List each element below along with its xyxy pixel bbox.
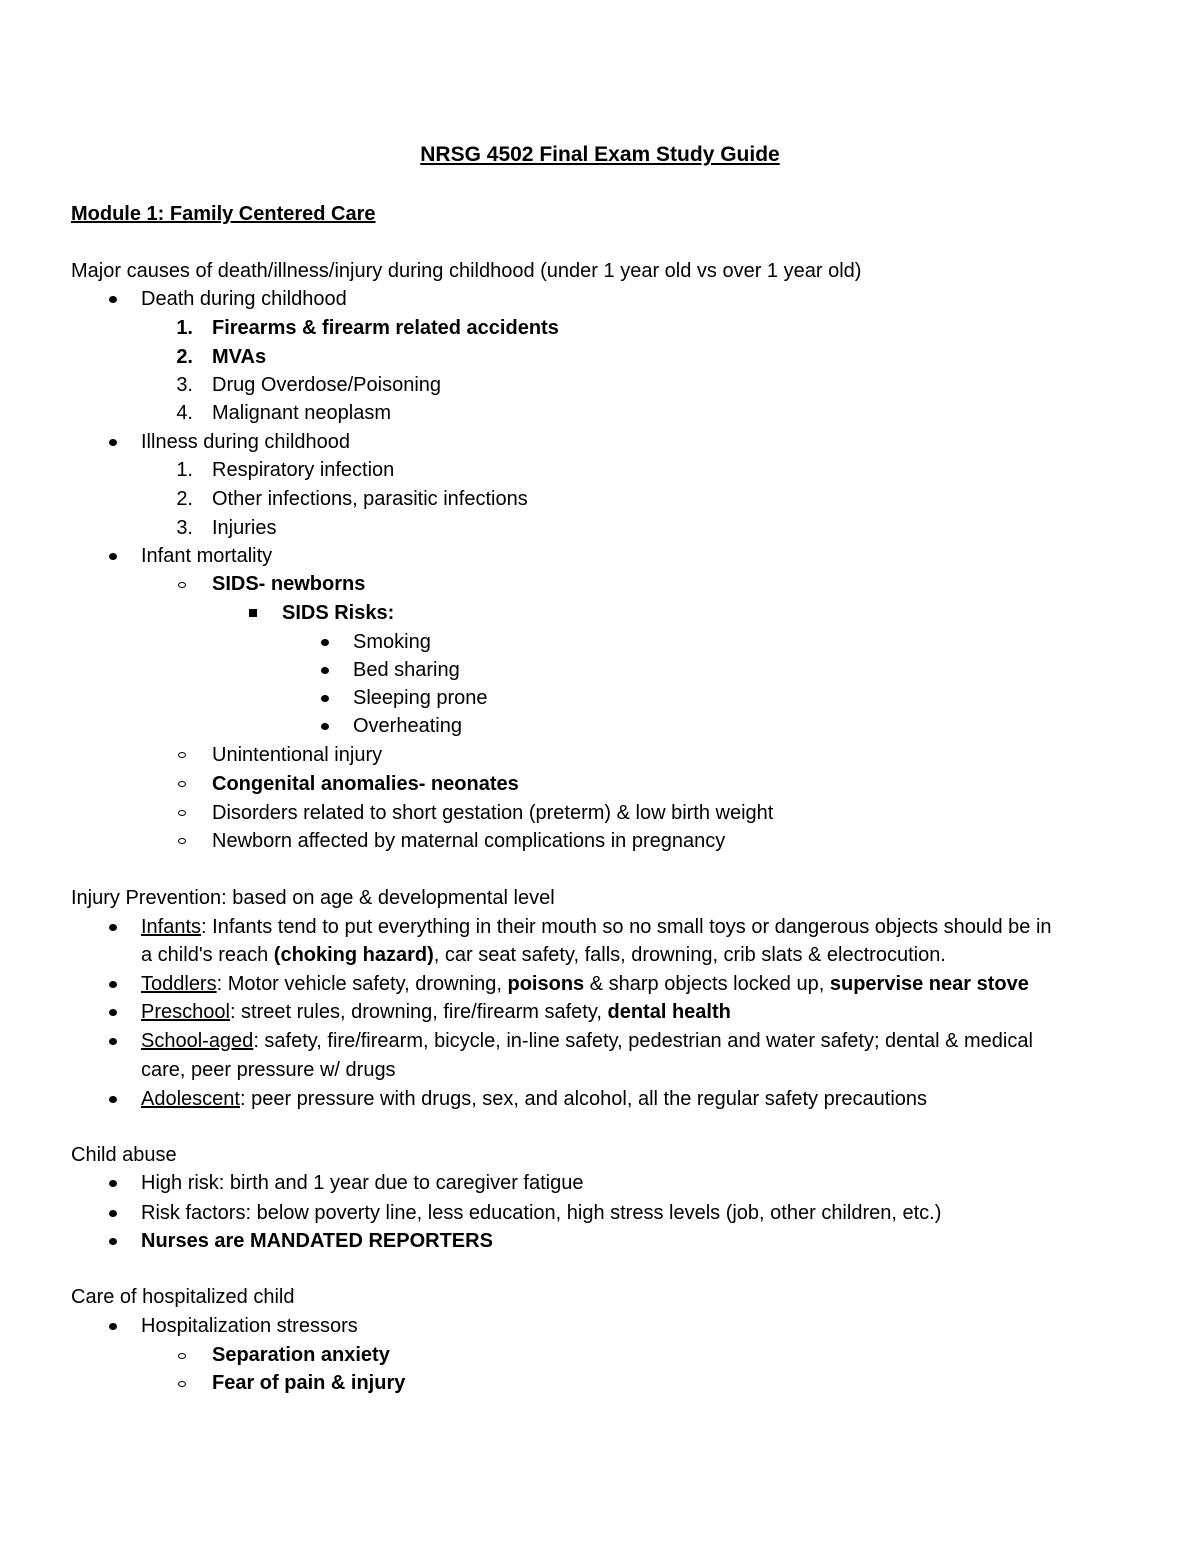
circle-bullet-icon [178, 1353, 186, 1359]
item-text: : peer pressure with drugs, sex, and alcohol, all the regular safety precautions [239, 1088, 928, 1110]
page-title: NRSG 4502 Final Exam Study Guide [420, 143, 780, 166]
circle-bullet-icon [178, 781, 186, 787]
list-item: Drug Overdose/Poisoning [212, 374, 442, 396]
list-item: MVAs [212, 346, 267, 368]
item-text: : Infants tend to put everything in their mouth so no small toys or dangerous objects should be in [201, 916, 1052, 938]
list-item: Firearms & firearm related accidents [212, 317, 559, 339]
bullet-icon [109, 1038, 117, 1045]
abuse-intro: Child abuse [71, 1144, 177, 1166]
list-number: 1. [176, 317, 193, 339]
list-item: Injuries [212, 517, 277, 539]
bullet-icon [109, 553, 117, 560]
bullet-icon [321, 695, 329, 702]
bullet-icon [109, 439, 117, 446]
item-text: , car seat safety, falls, drowning, crib slats & electrocution. [433, 944, 946, 966]
bullet-icon [321, 639, 329, 646]
age-term: Toddlers [141, 973, 217, 995]
circle-bullet-icon [178, 582, 186, 588]
school-item [141, 1029, 1033, 1053]
list-item: Other infections, parasitic infections [212, 488, 528, 510]
item-bold: poisons [507, 973, 585, 995]
item-text: a child's reach [141, 944, 274, 966]
sids-risks-label: SIDS Risks: [282, 602, 395, 624]
square-bullet-icon [249, 609, 257, 617]
list-number: 2. [176, 346, 193, 368]
list-item: Separation anxiety [212, 1344, 390, 1366]
bullet-icon [109, 1238, 117, 1245]
bullet-icon [109, 1323, 117, 1330]
list-item: Fear of pain & injury [212, 1372, 406, 1394]
item-text: & sharp objects locked up, [584, 973, 830, 995]
bullet-icon [109, 1009, 117, 1016]
list-number: 3. [176, 517, 193, 539]
item-bold: supervise near stove [829, 973, 1029, 995]
list-item: Malignant neoplasm [212, 402, 391, 424]
hospital-intro: Care of hospitalized child [71, 1286, 295, 1308]
circle-bullet-icon [178, 752, 186, 758]
list-item: Risk factors: below poverty line, less education, high stress levels (job, other children, etc.) [141, 1202, 942, 1224]
bullet-icon [321, 723, 329, 730]
circle-bullet-icon [178, 838, 186, 844]
list-item: Overheating [353, 715, 462, 737]
list-number: 2. [176, 488, 193, 510]
circle-bullet-icon [178, 810, 186, 816]
item-bold: dental health [607, 1001, 731, 1023]
item-text: : street rules, drowning, fire/firearm safety, [229, 1001, 608, 1023]
list-item: Congenital anomalies- neonates [212, 773, 519, 795]
list-number: 1. [176, 459, 193, 481]
death-label: Death during childhood [141, 288, 347, 310]
list-item: Disorders related to short gestation (preterm) & low birth weight [212, 802, 774, 824]
list-number: 4. [176, 402, 193, 424]
age-term: Preschool [141, 1001, 230, 1023]
list-item: Respiratory infection [212, 459, 395, 481]
list-item: High risk: birth and 1 year due to caregiver fatigue [141, 1172, 584, 1194]
list-item: Nurses are MANDATED REPORTERS [141, 1230, 493, 1252]
bullet-icon [109, 1180, 117, 1187]
preschool-item [141, 1000, 731, 1024]
list-item: Sleeping prone [353, 687, 488, 709]
list-item: Bed sharing [353, 659, 460, 681]
school-item-cont: care, peer pressure w/ drugs [141, 1059, 396, 1081]
bullet-icon [109, 296, 117, 303]
bullet-icon [109, 924, 117, 931]
toddlers-item [141, 972, 1029, 996]
module-heading: Module 1: Family Centered Care [71, 203, 376, 225]
stressors-label: Hospitalization stressors [141, 1315, 358, 1337]
age-term: Infants [141, 916, 202, 938]
item-text: : Motor vehicle safety, drowning, [216, 973, 508, 995]
bullet-icon [109, 981, 117, 988]
infants-item [141, 915, 1052, 939]
item-bold: (choking hazard) [273, 944, 434, 966]
circle-bullet-icon [178, 1381, 186, 1387]
sids-item: SIDS- newborns [212, 573, 366, 595]
infant-label: Infant mortality [141, 545, 273, 567]
age-term: Adolescent [141, 1088, 240, 1110]
adolescent-item [141, 1087, 927, 1111]
bullet-icon [321, 667, 329, 674]
infants-item-cont [141, 943, 946, 967]
injury-intro: Injury Prevention: based on age & developmental level [71, 887, 555, 909]
list-item: Newborn affected by maternal complications in pregnancy [212, 830, 726, 852]
list-item: Smoking [353, 631, 431, 653]
list-number: 3. [176, 374, 193, 396]
item-text: : safety, fire/firearm, bicycle, in-line safety, pedestrian and water safety; dental & medical [253, 1030, 1033, 1052]
illness-label: Illness during childhood [141, 431, 351, 453]
age-term: School-aged [141, 1030, 254, 1052]
causes-intro: Major causes of death/illness/injury during childhood (under 1 year old vs over 1 year old) [71, 260, 862, 282]
list-item: Unintentional injury [212, 744, 383, 766]
bullet-icon [109, 1096, 117, 1103]
bullet-icon [109, 1210, 117, 1217]
